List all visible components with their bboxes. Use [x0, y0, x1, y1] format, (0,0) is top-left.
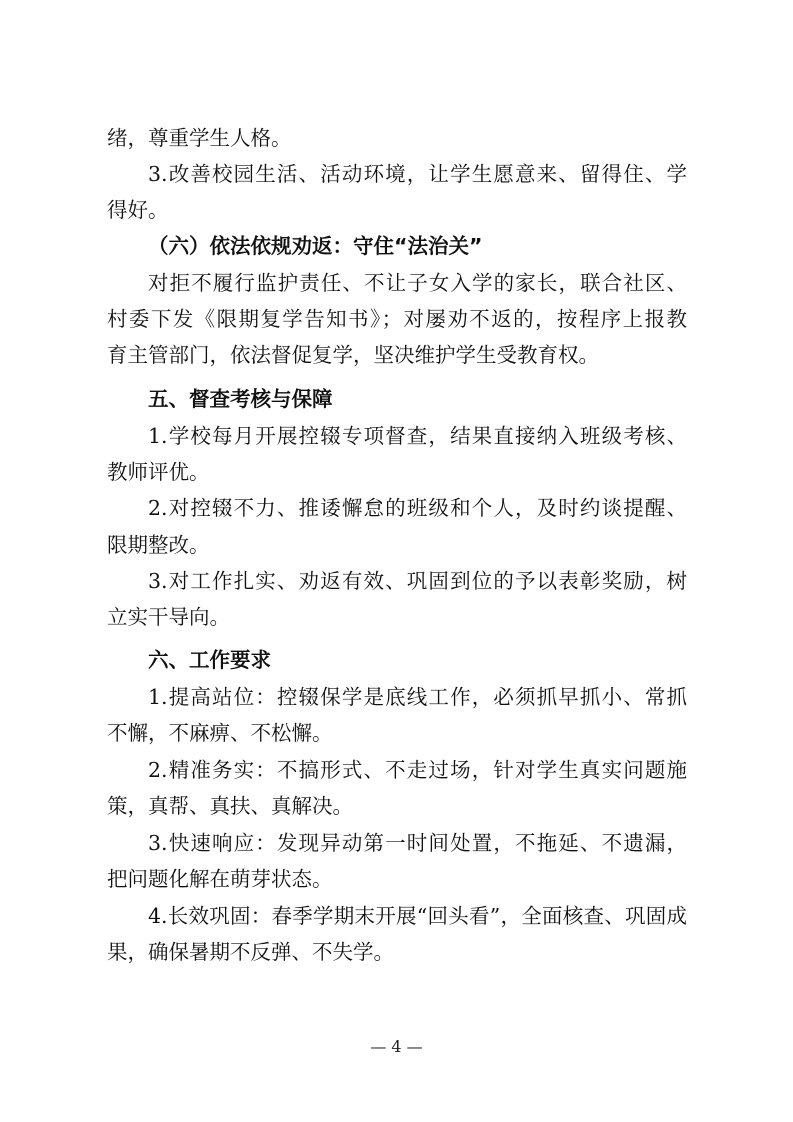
section-subheading: （六）依法依规劝返：守住“法治关”	[148, 234, 483, 258]
page-number: — 4 —	[370, 1037, 423, 1056]
paragraph-line: 立实干导向。	[107, 605, 230, 629]
section-heading: 五、督查考核与保障	[148, 387, 333, 411]
paragraph-line: 3.快速响应：发现异动第一时间处置，不拖延、不遗漏，	[148, 831, 687, 855]
paragraph-line: 教师评优。	[107, 460, 210, 484]
paragraph-line: 把问题化解在萌芽状态。	[107, 867, 333, 891]
section-heading: 六、工作要求	[148, 648, 271, 672]
paragraph-line: 1.提高站位：控辍保学是底线工作，必须抓早抓小、常抓	[148, 685, 687, 709]
paragraph-line: 3.改善校园生活、活动环境，让学生愿意来、留得住、学	[148, 162, 687, 186]
paragraph-line: 得好。	[107, 198, 169, 222]
paragraph-line: 4.长效巩固：春季学期末开展“回头看”，全面核查、巩固成	[148, 904, 687, 928]
paragraph-line: 策，真帮、真扶、真解决。	[107, 794, 353, 818]
paragraph-line: 3.对工作扎实、劝返有效、巩固到位的予以表彰奖励，树	[148, 569, 687, 593]
paragraph-line: 2.精准务实：不搞形式、不走过场，针对学生真实问题施	[148, 758, 687, 782]
paragraph-line: 1.学校每月开展控辍专项督查，结果直接纳入班级考核、	[148, 424, 687, 448]
paragraph-line: 村委下发《限期复学告知书》；对屡劝不返的，按程序上报教	[107, 307, 687, 331]
paragraph-line: 不懈，不麻痹、不松懈。	[107, 721, 333, 745]
paragraph-line: 2.对控辍不力、推诿懈怠的班级和个人，及时约谈提醒、	[148, 496, 687, 520]
paragraph-line: 育主管部门，依法督促复学，坚决维护学生受教育权。	[107, 343, 599, 367]
paragraph-line: 对拒不履行监护责任、不让子女入学的家长，联合社区、	[148, 271, 687, 295]
paragraph-line: 果，确保暑期不反弹、不失学。	[107, 940, 394, 964]
paragraph-line: 绪，尊重学生人格。	[107, 126, 292, 150]
paragraph-line: 限期整改。	[107, 533, 210, 557]
